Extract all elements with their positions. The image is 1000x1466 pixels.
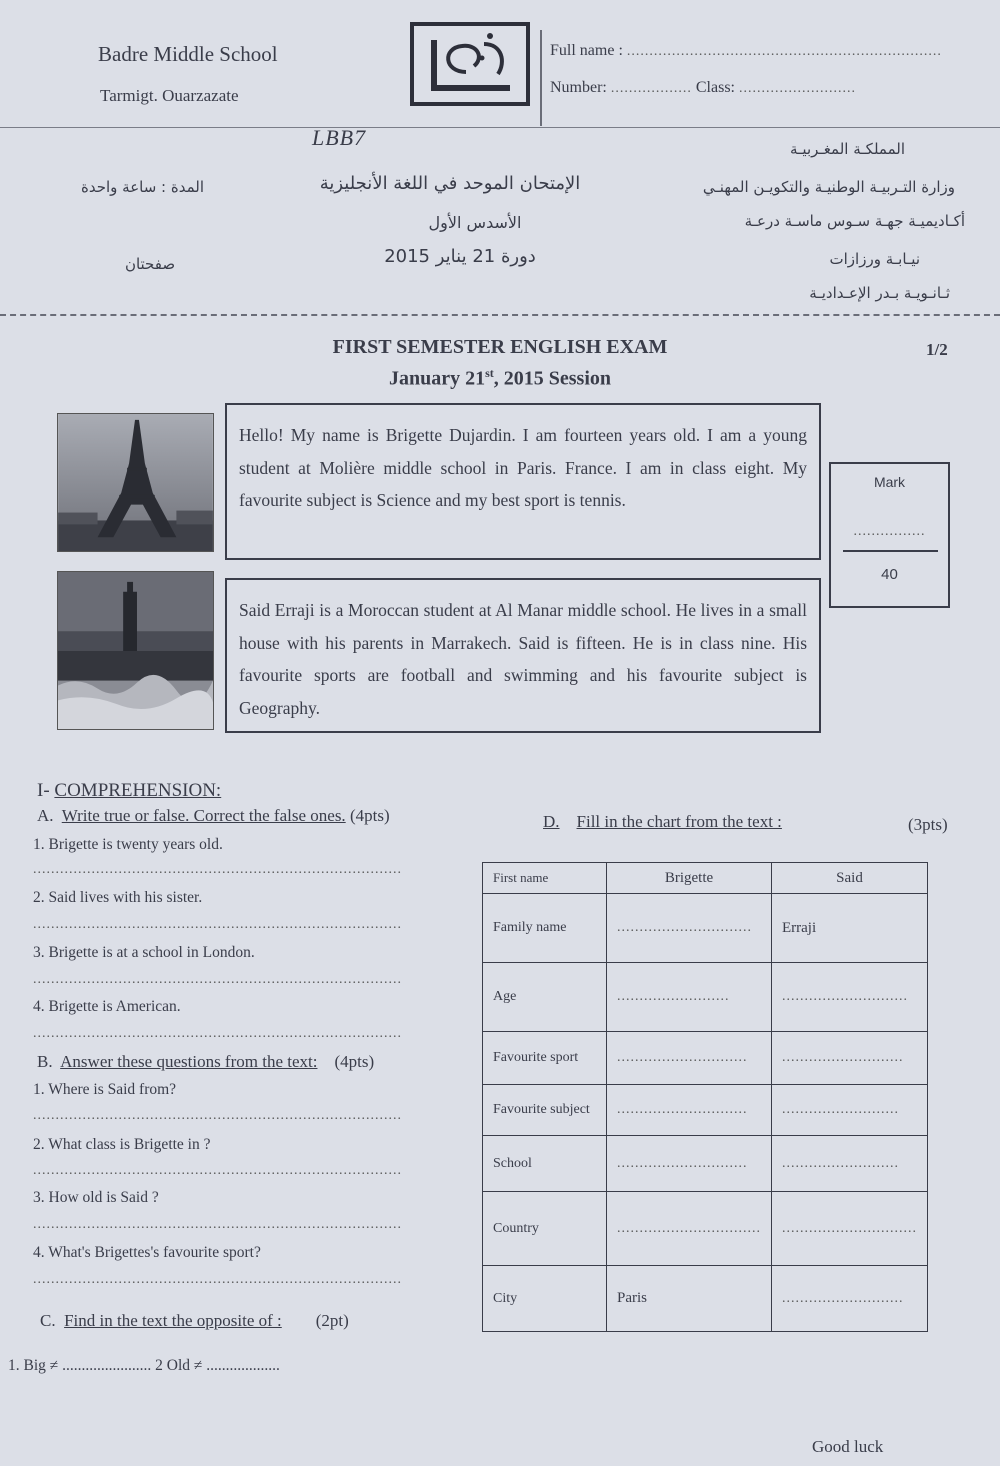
chart-header-brigette: Brigette bbox=[607, 863, 772, 894]
mark-total: 40 bbox=[881, 566, 898, 583]
arabic-pages: صفحتان bbox=[124, 255, 176, 273]
part-a-points: (4pts) bbox=[349, 806, 390, 825]
school-logo bbox=[410, 22, 530, 106]
chart-cell-brigette-subject[interactable]: ............................. bbox=[607, 1085, 772, 1136]
chart-cell-said-family-name: Erraji bbox=[772, 894, 928, 963]
number-dots: .................. bbox=[610, 81, 692, 96]
part-b-item-4: 4. What's Brigettes's favourite sport? bbox=[33, 1244, 261, 1261]
chart-row-school bbox=[483, 1136, 928, 1192]
eiffel-tower-photo bbox=[57, 413, 214, 552]
part-b-answer-1[interactable]: .................................................................................. bbox=[33, 1108, 402, 1123]
part-a-instruction: Write true or false. Correct the false ones. bbox=[61, 806, 346, 825]
part-d-instruction: Fill in the chart from the text : bbox=[576, 812, 782, 831]
session-date-suffix: st bbox=[485, 366, 494, 380]
part-c-points: (2pt) bbox=[315, 1311, 349, 1330]
text-brigette: Hello! My name is Brigette Dujardin. I am fourteen years old. I am a young student at Molière middle school in Paris. France. I am in class eight. My favourite subject is Science and my best sport is tennis. bbox=[225, 403, 821, 560]
chart-row-city bbox=[483, 1266, 928, 1332]
part-d-points: (3pts) bbox=[908, 815, 948, 834]
part-b-answer-2[interactable]: .................................................................................. bbox=[33, 1163, 402, 1178]
number-class-field[interactable] bbox=[550, 79, 856, 97]
handwritten-code: LBB7 bbox=[312, 125, 367, 150]
part-a-heading bbox=[37, 806, 390, 826]
part-b-letter: B. bbox=[37, 1052, 53, 1071]
part-c-heading bbox=[40, 1311, 349, 1331]
school-location: Tarmigt. Ouarzazate bbox=[100, 86, 239, 105]
mark-fraction-line bbox=[843, 550, 938, 552]
chart-cell-said-city[interactable]: ........................... bbox=[772, 1266, 928, 1332]
exam-session bbox=[0, 366, 1000, 391]
text-said: Said Erraji is a Moroccan student at Al Manar middle school. He lives in a small house with his parents in Marrakech. Said is fifteen. He is in class nine. His favourite sports are football and swimming and his favourite subject is Geography. bbox=[225, 578, 821, 733]
full-name-label: Full name : bbox=[550, 42, 623, 59]
chart-row-age bbox=[483, 963, 928, 1032]
number-label: Number: bbox=[550, 79, 607, 96]
chart-row-family-name bbox=[483, 894, 928, 963]
arabic-ministry: وزارة التـربيـة الوطنيـة والتكويـن المهنـي bbox=[702, 178, 955, 196]
exam-title: FIRST SEMESTER ENGLISH EXAM bbox=[332, 336, 668, 358]
part-a-letter: A. bbox=[37, 806, 54, 825]
part-b-instruction: Answer these questions from the text: bbox=[60, 1052, 318, 1071]
chart-cell-said-sport[interactable]: ........................... bbox=[772, 1032, 928, 1085]
chart-cell-said-subject[interactable]: .......................... bbox=[772, 1085, 928, 1136]
mark-label: Mark bbox=[873, 474, 906, 490]
section-number: I- bbox=[37, 780, 50, 801]
section-title: COMPREHENSION: bbox=[54, 780, 222, 801]
session-date: January 21 bbox=[388, 367, 486, 390]
header-divider bbox=[540, 30, 542, 126]
fill-in-chart bbox=[482, 862, 928, 1332]
chart-label-family-name: Family name bbox=[483, 894, 607, 963]
part-b-heading bbox=[37, 1052, 374, 1072]
part-b-answer-4[interactable]: .................................................................................. bbox=[33, 1272, 402, 1287]
chart-label-favourite-subject: Favourite subject bbox=[483, 1085, 607, 1136]
chart-cell-said-age[interactable]: ............................ bbox=[772, 963, 928, 1032]
part-a-answer-2[interactable]: .................................................................................. bbox=[33, 917, 402, 932]
chart-header-said: Said bbox=[772, 863, 928, 894]
arabic-kingdom: المملكـة المغـربيـة bbox=[790, 140, 905, 158]
part-b-answer-3[interactable]: .................................................................................. bbox=[33, 1217, 402, 1232]
chart-cell-brigette-sport[interactable]: ............................. bbox=[607, 1032, 772, 1085]
part-a-answer-3[interactable]: .................................................................................. bbox=[33, 972, 402, 987]
part-b-points: (4pts) bbox=[334, 1052, 375, 1071]
chart-cell-said-school[interactable]: .......................... bbox=[772, 1136, 928, 1192]
marrakech-photo bbox=[57, 571, 214, 730]
chart-header-label: First name bbox=[483, 863, 607, 894]
mark-dots[interactable]: ................ bbox=[853, 524, 926, 539]
chart-cell-brigette-city: Paris bbox=[607, 1266, 772, 1332]
arabic-school: ثـانـويـة بـدر الإعـداديـة bbox=[809, 284, 950, 302]
part-a-answer-1[interactable]: .................................................................................. bbox=[33, 862, 402, 877]
page-number: 1/2 bbox=[926, 340, 948, 359]
chart-cell-brigette-age[interactable]: ......................... bbox=[607, 963, 772, 1032]
section-comprehension-title bbox=[37, 780, 221, 802]
chart-label-school: School bbox=[483, 1136, 607, 1192]
good-luck: Good luck bbox=[812, 1437, 884, 1456]
class-label: Class: bbox=[695, 79, 735, 96]
chart-cell-brigette-country[interactable]: ................................ bbox=[607, 1192, 772, 1266]
chart-header-row bbox=[483, 863, 928, 894]
chart-cell-brigette-school[interactable]: ............................. bbox=[607, 1136, 772, 1192]
part-b-item-3: 3. How old is Said ? bbox=[33, 1189, 159, 1206]
arabic-level: الأسدس الأول bbox=[428, 213, 522, 232]
part-d-letter: D. bbox=[543, 812, 560, 831]
header-rule bbox=[0, 127, 1000, 128]
session-year: , 2015 Session bbox=[493, 367, 612, 390]
chart-cell-brigette-family-name[interactable]: .............................. bbox=[607, 894, 772, 963]
chart-row-favourite-sport bbox=[483, 1032, 928, 1085]
part-a-item-3: 3. Brigette is at a school in London. bbox=[33, 944, 255, 961]
part-c-answers[interactable]: 1. Big ≠ ....................... 2 Old ≠ ................... bbox=[8, 1357, 280, 1374]
mark-box bbox=[829, 462, 950, 608]
arabic-exam-title: الإمتحان الموحد في اللغة الأنجليزية bbox=[319, 173, 581, 194]
arabic-duration: المدة : ساعة واحدة bbox=[80, 178, 205, 196]
part-d-heading bbox=[543, 812, 782, 832]
arabic-academy: أكـاديميـة جهـة سـوس ماسـة درعـة bbox=[744, 212, 965, 230]
chart-label-city: City bbox=[483, 1266, 607, 1332]
arabic-delegation: نيـابـة ورزازات bbox=[829, 250, 920, 268]
part-a-item-1: 1. Brigette is twenty years old. bbox=[33, 836, 223, 853]
part-a-item-2: 2. Said lives with his sister. bbox=[33, 889, 203, 906]
part-c-instruction: Find in the text the opposite of : bbox=[64, 1311, 282, 1330]
full-name-dots: ...................................................................... bbox=[626, 44, 942, 59]
chart-label-age: Age bbox=[483, 963, 607, 1032]
dashed-separator bbox=[0, 314, 1000, 316]
chart-row-favourite-subject bbox=[483, 1085, 928, 1136]
logo-emblem-icon bbox=[414, 26, 526, 102]
chart-label-country: Country bbox=[483, 1192, 607, 1266]
part-b-item-1: 1. Where is Said from? bbox=[33, 1081, 177, 1098]
part-c-letter: C. bbox=[40, 1311, 56, 1330]
part-a-answer-4[interactable]: .................................................................................. bbox=[33, 1026, 402, 1041]
chart-row-country bbox=[483, 1192, 928, 1266]
school-name: Badre Middle School bbox=[98, 42, 278, 66]
part-b-item-2: 2. What class is Brigette in ? bbox=[33, 1136, 211, 1153]
arabic-session: دورة 21 يناير 2015 bbox=[384, 246, 536, 267]
chart-cell-said-country[interactable]: .............................. bbox=[772, 1192, 928, 1266]
chart-label-favourite-sport: Favourite sport bbox=[483, 1032, 607, 1085]
class-dots: .......................... bbox=[739, 81, 856, 96]
full-name-field[interactable] bbox=[550, 42, 942, 60]
part-a-item-4: 4. Brigette is American. bbox=[33, 998, 181, 1015]
